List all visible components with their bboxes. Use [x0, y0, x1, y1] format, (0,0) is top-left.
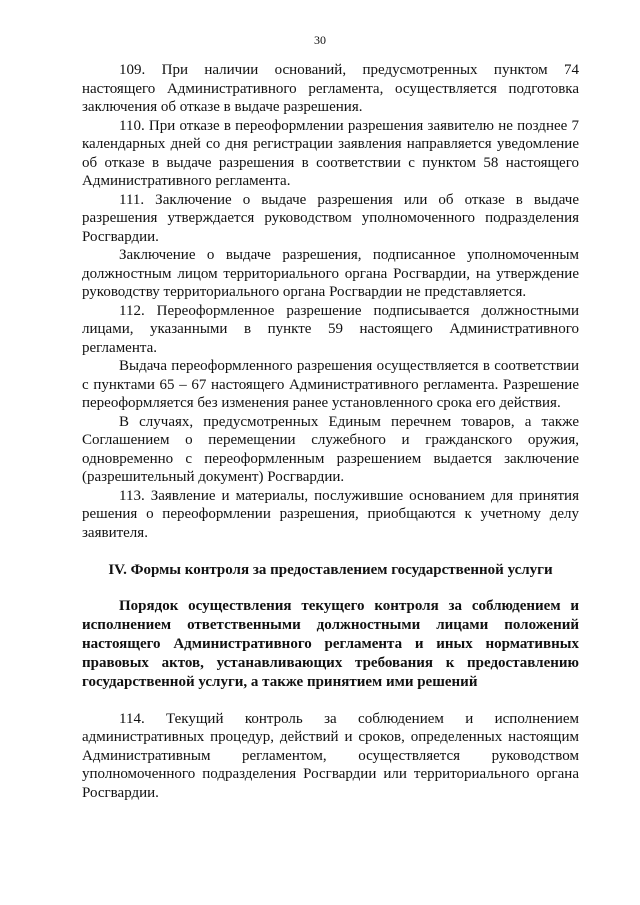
- paragraph-111-note: Заключение о выдаче разрешения, подписанное уполномоченным должностным лицом территориального органа Росгвардии, на утверждение руководству территориального органа Росгвардии не представляется.: [82, 247, 579, 300]
- paragraph-114: 114. Текущий контроль за соблюдением и исполнением административных процедур, действий и сроков, определенных настоящим Административным регламентом, осуществляется руководством уполномоченного подразделения Росгвардии или территориального органа Росгвардии.: [82, 710, 579, 801]
- section-heading: IV. Формы контроля за предоставлением государственной услуги: [108, 562, 553, 578]
- subsection-heading: Порядок осуществления текущего контроля за соблюдением и исполнением ответственными должностными лицами положений настоящего Административного регламента и иных нормативных правовых актов, устанавливающих требования к предоставлению государственной услуги, а также принятием ими решений: [82, 597, 579, 690]
- paragraph-113: 113. Заявление и материалы, послужившие основанием для принятия решения о переоформлении разрешения, приобщаются к учетному делу заявителя.: [82, 487, 579, 541]
- document-body: [82, 61, 579, 802]
- paragraph-110: 110. При отказе в переоформлении разрешения заявителю не позднее 7 календарных дней со дня регистрации заявления направляется уведомление об отказе в выдаче разрешения в соответствии с пунктом 58 настоящего Административного регламента.: [82, 117, 579, 189]
- page-number: 30: [314, 33, 326, 47]
- paragraph-112: 112. Переоформленное разрешение подписывается должностными лицами, указанными в пункте 59 настоящего Административного регламента.: [82, 302, 579, 356]
- paragraph-112-cases: В случаях, предусмотренных Единым перечнем товаров, а также Соглашением о перемещении служебного и гражданского оружия, одновременно с переоформленным разрешением выдается заключение (разрешительный документ) Росгвардии.: [82, 413, 579, 485]
- paragraph-111: 111. Заключение о выдаче разрешения или об отказе в выдаче разрешения утверждается руководством уполномоченного подразделения Росгвардии.: [82, 191, 579, 245]
- paragraph-112-issuance: Выдача переоформленного разрешения осуществляется в соответствии с пунктами 65 – 67 настоящего Административного регламента. Разрешение переоформляется без изменения ранее установленного срока его действия.: [82, 358, 579, 411]
- paragraph-109: 109. При наличии оснований, предусмотренных пунктом 74 настоящего Административного регламента, осуществляется подготовка заключения об отказе в выдаче разрешения.: [82, 62, 579, 115]
